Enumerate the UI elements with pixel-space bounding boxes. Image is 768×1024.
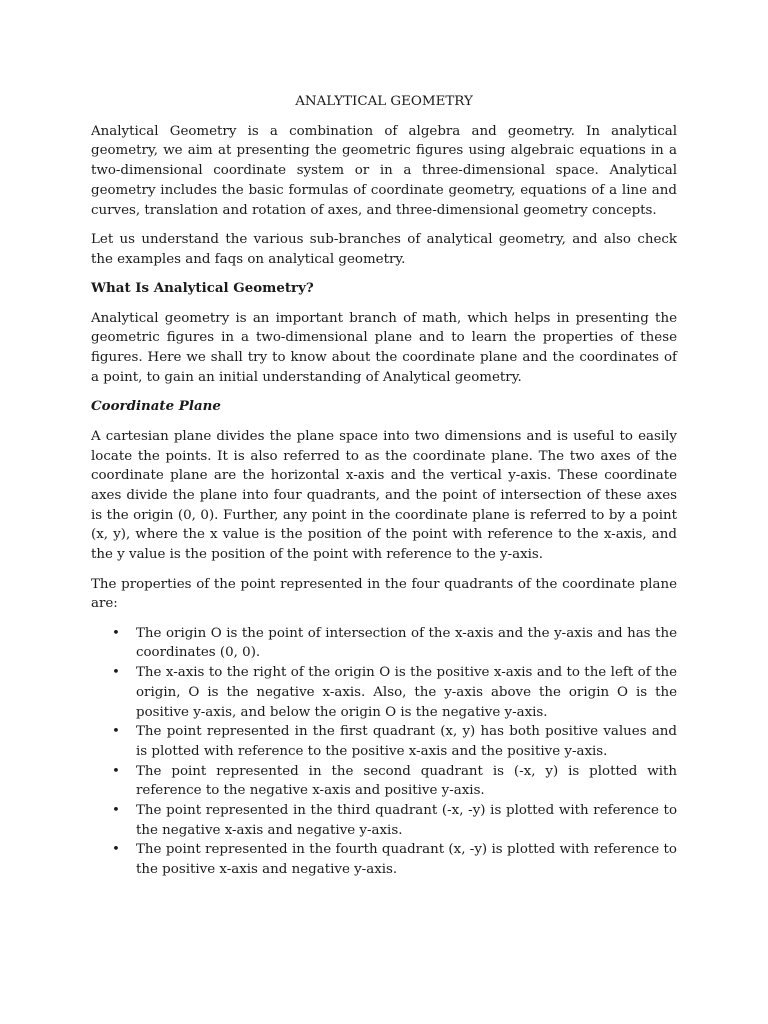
document-body [91,92,677,880]
bullet-icon: • [112,625,120,641]
list-item [91,840,677,879]
list-item-text: The point represented in the first quadrant (x, y) has both positive values and is plotted with reference to the positive x-axis and the positive y-axis. [136,724,677,759]
list-item-text: The point represented in the second quadrant is (-x, y) is plotted with reference to the negative x-axis and positive y-axis. [136,763,677,799]
intro-paragraph-2: Let us understand the various sub-branches of analytical geometry, and also check the examples and faqs on analytical geometry. [91,232,677,267]
list-item-text: The x-axis to the right of the origin O is the positive x-axis and to the left of the origin, O is the negative x-axis. Also, the y-axis above the origin O is the positive y-axis, and below the origin O is the negative y-axis. [136,665,677,720]
bullet-icon: • [112,763,120,779]
section-paragraph-what-is: Analytical geometry is an important branch of math, which helps in presenting the geometric figures in a two-dimensional plane and to learn the properties of these figures. Here we shall try to know about the coordinate plane and the coordinates of a point, to gain an initial understanding of Analytical geometry. [91,310,677,385]
bullet-icon: • [112,724,120,740]
list-item-text: The point represented in the third quadrant (-x, -y) is plotted with reference to the negative x-axis and negative y-axis. [136,803,677,838]
bullet-icon: • [112,803,120,819]
list-item-text: The origin O is the point of intersection of the x-axis and the y-axis and has the coordinates (0, 0). [136,625,677,661]
bullet-icon: • [112,665,120,681]
intro-paragraph-1: Analytical Geometry is a combination of algebra and geometry. In analytical geometry, we aim at presenting the geometric figures using algebraic equations in a two-dimensional coordinate system or in a three-dimensional space. Analytical geometry includes the basic formulas of coordinate geometry, equations of a line and curves, translation and rotation of axes, and three-dimensional geometry concepts. [91,123,677,218]
document-title: ANALYTICAL GEOMETRY [295,94,473,109]
properties-list [91,624,677,880]
section-paragraph-coordinate-plane: A cartesian plane divides the plane space into two dimensions and is useful to easily locate the points. It is also referred to as the coordinate plane. The two axes of the coordinate plane are the horizontal x-axis and the vertical y-axis. These coordinate axes divide the plane into four quadrants, and the point of intersection of these axes is the origin (0, 0). Further, any point in the coordinate plane is referred to by a point (x, y), where the x value is the position of the point with reference to the x-axis, and the y value is the position of the point with reference to the y-axis. [91,428,677,563]
section-heading-coordinate-plane: Coordinate Plane [91,398,221,415]
list-item [91,663,677,722]
list-intro: The properties of the point represented in the four quadrants of the coordinate plane are: [91,576,677,612]
list-item [91,624,677,663]
list-item [91,722,677,761]
list-item-text: The point represented in the fourth quadrant (x, -y) is plotted with reference to the positive x-axis and negative y-axis. [136,842,677,878]
list-item [91,801,677,840]
bullet-icon: • [112,842,120,858]
list-item [91,762,677,801]
section-heading-what-is: What Is Analytical Geometry? [91,280,314,297]
